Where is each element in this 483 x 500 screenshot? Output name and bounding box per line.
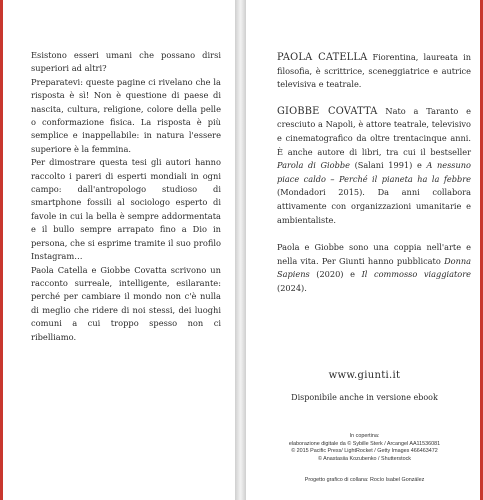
book-title: Donna Sapiens xyxy=(277,255,471,280)
cover-credits xyxy=(246,433,483,463)
couple-text: Paola e Giobbe sono una coppia nell'arte e nella vita. Per Giunti hanno pubblicato xyxy=(277,242,471,266)
left-red-edge xyxy=(0,0,3,500)
book-title: Il commosso viaggiatore xyxy=(361,269,471,280)
author-bio-text: Fiorentina, laureata in filosofia, è scrittrice, sceneggiatrice e autrice televisiva e teatrale. xyxy=(277,52,471,90)
couple-text: (2024). xyxy=(277,282,307,293)
author-bio-text: Nato a Taranto e cresciuto a Napoli, è attore teatrale, televisivo e cinematografico da oltre trentacinque anni. È anche autore di libri, tra cui il bestseller xyxy=(277,105,471,157)
credit-line: elaborazione digitale da © Sybille Sterk / Arcangel AA11536081 xyxy=(288,440,441,447)
author-name-covatta: GIOBBE COVATTA xyxy=(277,105,378,117)
left-flap xyxy=(0,0,235,500)
blurb-summary: Paola Catella e Giobbe Covatta scrivono un racconto surreale, intelligente, esilarante: perché per cambiare il mondo non c'è nulla di meglio che ridere di noi stessi, dei luoghi comuni a cui troppo spesso non ci ribelliamo. xyxy=(31,264,221,342)
author-name-catella: PAOLA CATELLA xyxy=(277,52,368,63)
couple-text: (2020) e xyxy=(316,269,355,280)
credit-line: © 2015 Pacific Press/ LightRocket / Getty Images 466463472 xyxy=(291,448,438,455)
ebook-note: Disponibile anche in versione ebook xyxy=(291,393,438,402)
couple-note xyxy=(277,241,471,295)
blurb-method: Per dimostrare questa tesi gli autori hanno raccolto i pareri di esperti mondiali in ogni campo: dall'antropologo studioso di smartphone fossili al sociologo esperto di favole in cui la bella è sempre addormentata e il bullo sempre arrapato fino a Dio in persona, che si esprime tramite il suo profilo Instagram… xyxy=(31,157,221,262)
book-title: A nessuno piace caldo – Perché il pianeta ha la febbre xyxy=(277,160,471,184)
credit-line: © Anastasiia Kozubenko / Shutterstock xyxy=(318,455,411,462)
author-bio-text: (Salani 1991) e xyxy=(354,160,422,171)
publisher-website: www.giunti.it xyxy=(328,370,401,381)
design-credit: Progetto grafico di collana: Rocío Isabel González xyxy=(304,477,425,483)
author-bio-covatta xyxy=(277,105,471,227)
credit-line: In copertina: xyxy=(349,433,380,439)
blurb-answer: Preparatevi: queste pagine ci rivelano che la risposta è sì! Non è questione di paese di nascita, cultura, religione, colore della pelle o conformazione fisica. La risposta è più semplice e inappellabile: in natura l'essere superiore è la femmina. xyxy=(31,76,221,154)
author-bio-text: (Mondadori 2015). Da anni collabora attivamente con organizzazioni umanitarie e ambientaliste. xyxy=(277,187,471,225)
book-title: Parola di Giobbe xyxy=(277,160,350,171)
right-flap xyxy=(246,0,483,500)
fold-gap xyxy=(235,0,246,500)
author-bio-catella xyxy=(277,51,471,92)
blurb-question: Esistono esseri umani che possano dirsi superiori ad altri? xyxy=(31,50,221,74)
